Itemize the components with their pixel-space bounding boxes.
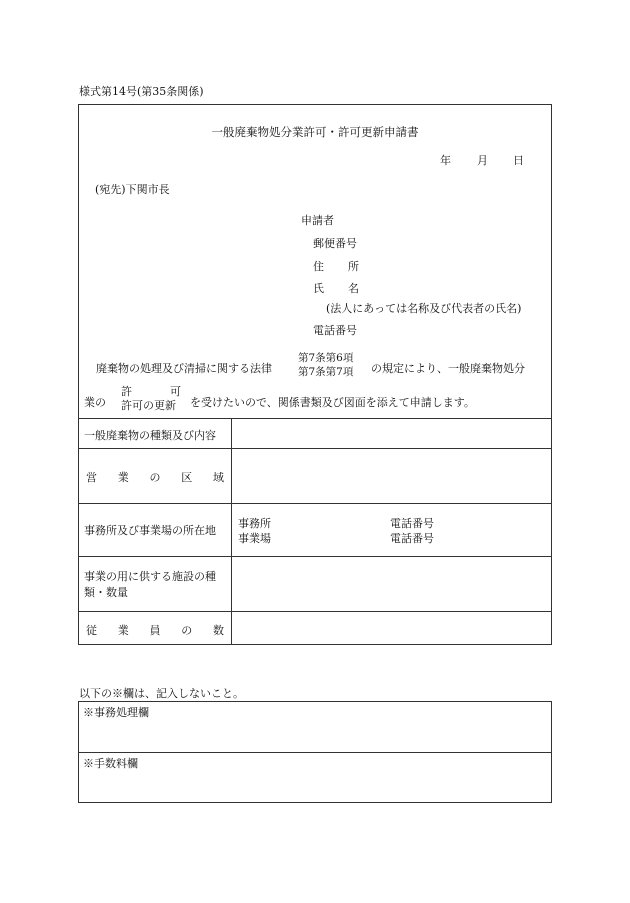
label-char: 業	[117, 624, 129, 637]
permit-char-2: 可	[170, 385, 181, 398]
date-day: 日	[513, 154, 524, 167]
article-7-6: 第7条第6項	[298, 352, 354, 364]
official-use-divider	[78, 752, 552, 753]
facility-label-line1: 事業の用に供する施設の種	[84, 570, 216, 583]
form-title: 一般廃棄物処分業許可・許可更新申請書	[211, 125, 419, 139]
statement-tail-2: を受けたいので、関係書類及び図面を添えて申請します。	[190, 396, 475, 409]
date-year: 年	[440, 154, 451, 167]
permit-char-1: 許	[121, 385, 132, 398]
official-use-note: 以下の※欄は、記入しないこと。	[79, 687, 244, 700]
address-label-second: 所	[348, 260, 359, 273]
label-char: 員	[149, 624, 161, 637]
label-char: の	[181, 624, 193, 637]
label-char: の	[149, 471, 161, 484]
permit-choice	[121, 385, 181, 413]
table-divider	[78, 503, 552, 504]
statement-tail-1: の規定により、一般廃棄物処分	[371, 362, 525, 375]
renewal-option: 許可の更新	[121, 399, 176, 412]
address-label-first: 住	[313, 260, 324, 273]
article-choice	[298, 351, 353, 379]
label-char: 営	[86, 471, 97, 484]
table-top-border	[78, 418, 552, 419]
article-7-7: 第7条第7項	[298, 366, 354, 378]
location-label: 事務所及び事業場の所在地	[84, 524, 216, 537]
table-divider	[78, 556, 552, 557]
name-label-second: 名	[348, 282, 359, 295]
statement-line2-start: 業の	[84, 396, 106, 409]
label-char: 区	[181, 471, 193, 484]
label-char: 域	[213, 471, 224, 484]
label-char: 業	[117, 471, 129, 484]
waste-type-label: 一般廃棄物の種類及び内容	[84, 429, 216, 442]
addressee: (宛先)下関市長	[95, 183, 170, 196]
form-number: 様式第14号(第35条関係)	[79, 85, 204, 98]
site-label: 事業場	[238, 532, 271, 545]
table-column-divider	[231, 418, 232, 645]
date-month: 月	[477, 154, 488, 167]
office-phone-label: 電話番号	[390, 517, 434, 530]
postal-code-label: 郵便番号	[313, 237, 357, 250]
label-char: 従	[86, 624, 97, 637]
phone-label: 電話番号	[313, 324, 357, 337]
law-name: 廃棄物の処理及び清掃に関する法律	[96, 362, 272, 375]
fee-field: ※手数料欄	[83, 757, 138, 770]
office-label: 事務所	[238, 517, 271, 530]
office-processing-field: ※事務処理欄	[83, 706, 149, 719]
label-char: 数	[213, 624, 224, 637]
site-phone-label: 電話番号	[390, 532, 434, 545]
facility-label-line2: 類・数量	[84, 586, 128, 599]
corporation-note: (法人にあっては名称及び代表者の氏名)	[326, 302, 522, 315]
business-area-label	[86, 469, 224, 485]
employee-count-label	[86, 622, 224, 638]
name-label-first: 氏	[313, 282, 324, 295]
table-divider	[78, 448, 552, 449]
table-divider	[78, 611, 552, 612]
permit-option	[121, 385, 181, 399]
applicant-heading: 申請者	[301, 214, 334, 227]
